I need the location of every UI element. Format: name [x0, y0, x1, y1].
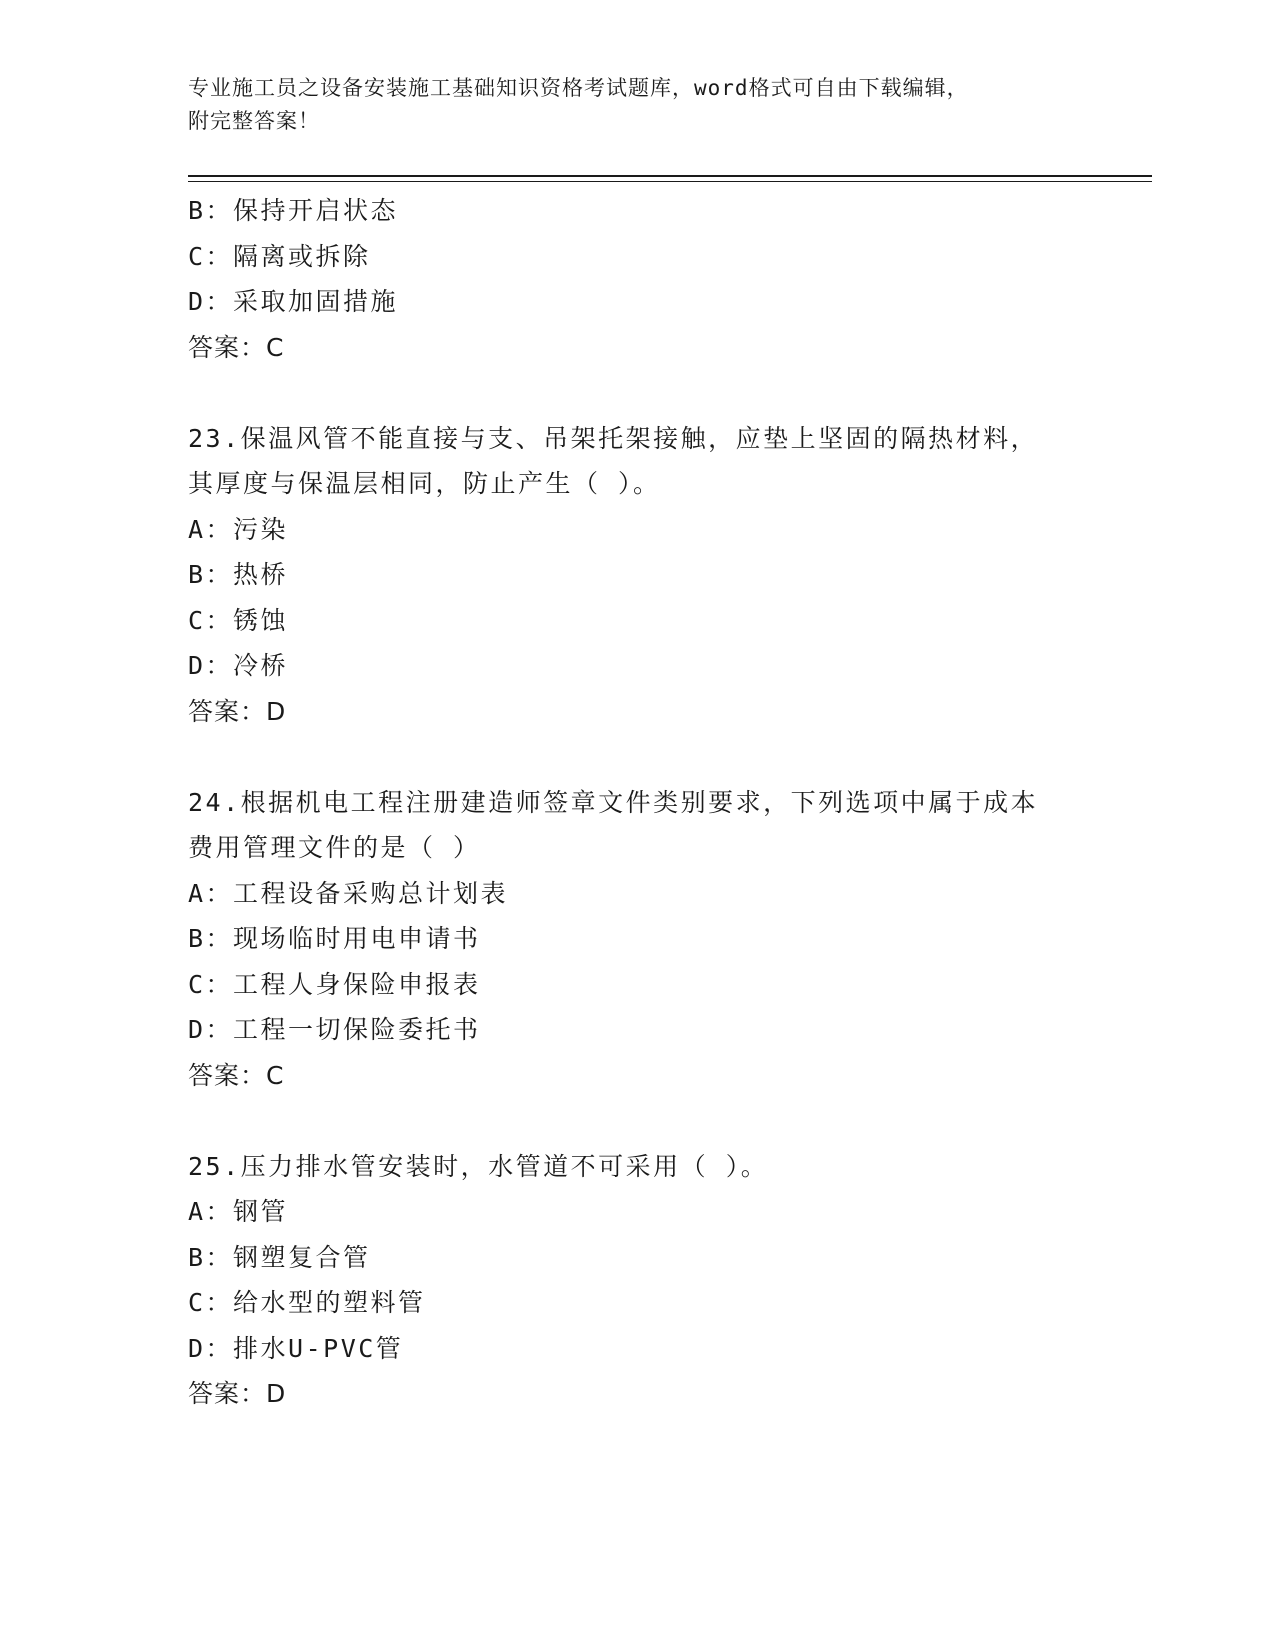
q25-option-c: C：给水型的塑料管: [188, 1288, 426, 1317]
spacer: [188, 734, 1118, 780]
q24-answer: 答案：C: [188, 1060, 285, 1090]
q23-stem-line-2: 其厚度与保温层相同，防止产生（ ）。: [188, 469, 661, 498]
q22-answer: 答案：C: [188, 332, 285, 362]
question-24: [188, 780, 1118, 1099]
q25-option-d: D：排水U-PVC管: [188, 1333, 404, 1363]
question-22: [188, 188, 1118, 370]
q23-answer: 答案：D: [188, 696, 287, 726]
q23-option-d: D：冷桥: [188, 651, 289, 680]
q24-option-d: D：工程一切保险委托书: [188, 1015, 481, 1044]
q24-option-a: A：工程设备采购总计划表: [188, 878, 509, 908]
question-25: [188, 1144, 1118, 1417]
header-divider-thin: [188, 181, 1152, 182]
header-divider-thick: [188, 175, 1152, 177]
q23-option-b: B：热桥: [188, 560, 289, 589]
q25-stem-line-1: 25.压力排水管安装时，水管道不可采用（ ）。: [188, 1151, 769, 1181]
q24-option-b: B：现场临时用电申请书: [188, 924, 481, 953]
question-list: [188, 188, 1118, 1417]
q25-option-b: B：钢塑复合管: [188, 1242, 371, 1272]
q22-option-c: C：隔离或拆除: [188, 241, 371, 271]
q23-option-c: C：锈蚀: [188, 605, 289, 635]
q22-option-b: B：保持开启状态: [188, 196, 399, 225]
q25-answer: 答案：D: [188, 1379, 287, 1408]
header-line-1: 专业施工员之设备安装施工基础知识资格考试题库，word格式可自由下载编辑，: [188, 76, 969, 100]
question-23: [188, 416, 1118, 735]
q24-option-c: C：工程人身保险申报表: [188, 969, 481, 999]
document-header: [188, 72, 1088, 138]
spacer: [188, 1098, 1118, 1144]
q24-stem-line-2: 费用管理文件的是（ ）: [188, 833, 481, 862]
q25-option-a: A：钢管: [188, 1197, 289, 1226]
q22-option-d: D：采取加固措施: [188, 287, 399, 316]
q23-option-a: A：污染: [188, 514, 289, 544]
header-line-2: 附完整答案！: [188, 109, 320, 133]
q24-stem-line-1: 24.根据机电工程注册建造师签章文件类别要求，下列选项中属于成本: [188, 787, 1039, 817]
q23-stem-line-1: 23.保温风管不能直接与支、吊架托架接触，应垫上坚固的隔热材料，: [188, 423, 1039, 453]
spacer: [188, 370, 1118, 416]
